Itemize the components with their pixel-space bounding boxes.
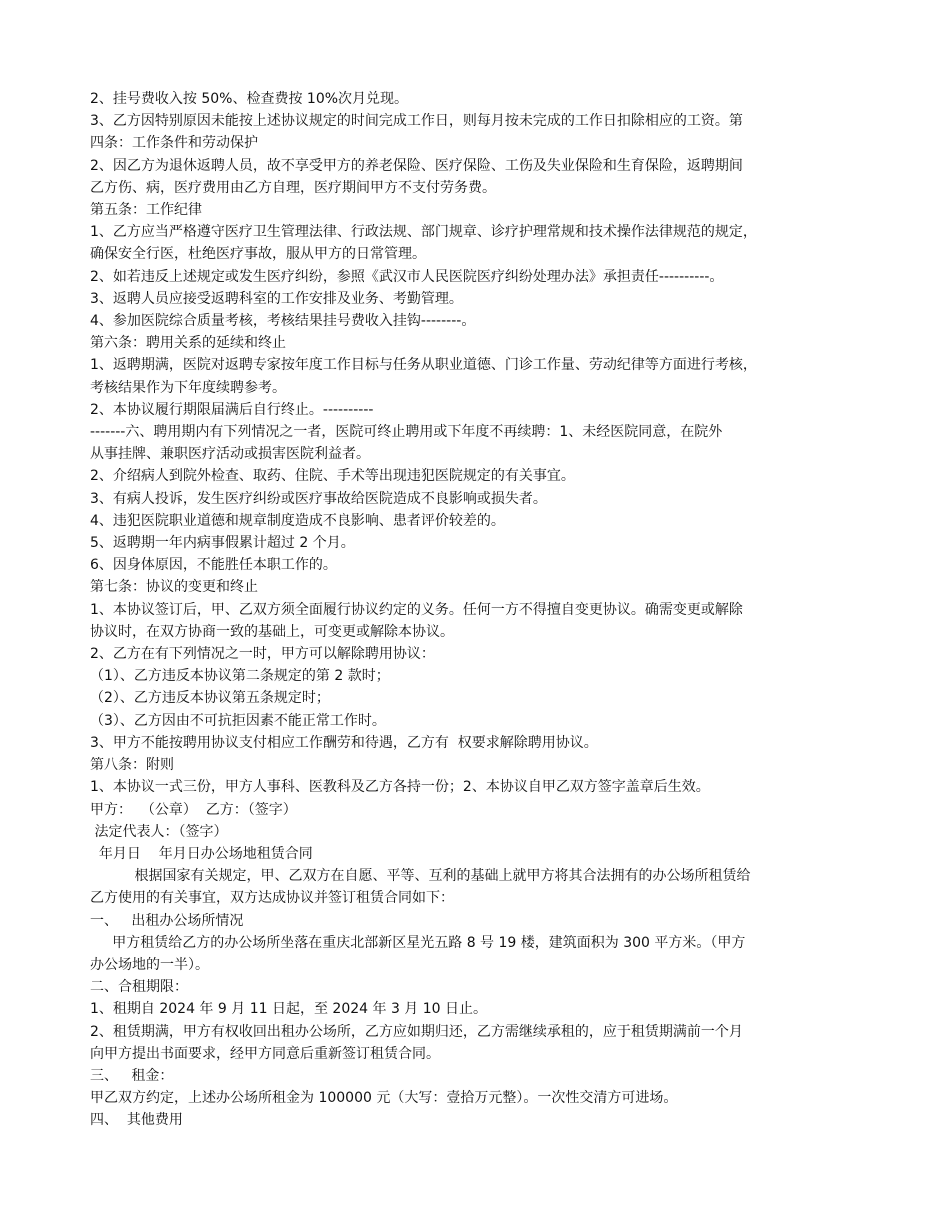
section-heading: 四条：工作条件和劳动保护 (90, 135, 258, 152)
section-heading: 第五条：工作纪律 (90, 202, 202, 219)
text-line: 1、返聘期满，医院对返聘专家按年度工作目标与任务从职业道德、门诊工作量、劳动纪律等方面进行考核， (90, 357, 757, 374)
text-line: 6、因身体原因，不能胜任本职工作的。 (90, 557, 337, 574)
text-line: 1、租期自 2024 年 9 月 11 日起，至 2024 年 3 月 10 日止。 (90, 1001, 488, 1018)
text-line: 2、因乙方为退休返聘人员，故不享受甲方的养老保险、医疗保险、工伤及失业保险和生育保险，返聘期间 (90, 157, 743, 174)
signature-line: 甲方： （公章） 乙方：（签字） (90, 801, 297, 818)
text-line: 2、乙方在有下列情况之一时，甲方可以解除聘用协议： (90, 646, 435, 663)
section-heading: 第八条：附则 (90, 757, 174, 774)
text-line: 3、甲方不能按聘用协议支付相应工作酬劳和待遇，乙方有 权要求解除聘用协议。 (90, 734, 598, 751)
section-heading: 二、合租期限： (90, 979, 188, 996)
text-line: 2、租赁期满，甲方有权收回出租办公场所，乙方应如期归还，乙方需继续承租的，应于租赁期满前一个月 (90, 1023, 743, 1040)
text-line: 1、本协议签订后，甲、乙双方须全面履行协议约定的义务。任何一方不得擅自变更协议。确需变更或解除 (90, 601, 743, 618)
text-line: 2、介绍病人到院外检查、取药、住院、手术等出现违犯医院规定的有关事宜。 (90, 468, 575, 485)
text-line: 从事挂牌、兼职医疗活动或损害医院利益者。 (90, 446, 370, 463)
text-line: 根据国家有关规定，甲、乙双方在自愿、平等、互利的基础上就甲方将其合法拥有的办公场所租赁给 (90, 868, 751, 885)
document-body (90, 88, 865, 1132)
text-line: 3、返聘人员应接受返聘科室的工作安排及业务、考勤管理。 (90, 290, 463, 307)
date-title-line: 年月日 年月日办公场地租赁合同 (90, 845, 313, 862)
text-line: 2、如若违反上述规定或发生医疗纠纷，参照《武汉市人民医院医疗纠纷处理办法》承担责任----------。 (90, 268, 724, 285)
text-line: 5、返聘期一年内病事假累计超过 2 个月。 (90, 535, 355, 552)
text-line: 3、乙方因特别原因未能按上述协议规定的时间完成工作日，则每月按未完成的工作日扣除相应的工资。第 (90, 113, 743, 130)
text-line: （3）、乙方因由不可抗拒因素不能正常工作时。 (90, 712, 386, 729)
text-line: 协议时，在双方协商一致的基础上，可变更或解除本协议。 (90, 623, 454, 640)
section-heading: 第七条：协议的变更和终止 (90, 579, 258, 596)
section-heading: 三、 租金： (90, 1067, 174, 1084)
section-heading: 一、 出租办公场所情况 (90, 912, 244, 929)
text-line: 2、本协议履行期限届满后自行终止。---------- (90, 401, 374, 418)
text-line: 确保安全行医，杜绝医疗事故，服从甲方的日常管理。 (90, 246, 426, 263)
text-line: 甲方租赁给乙方的办公场所坐落在重庆北部新区星光五路 8 号 19 楼，建筑面积为 300 平方米。（甲方 (90, 934, 746, 951)
text-line: 1、本协议一式三份，甲方人事科、医教科及乙方各持一份；2、本协议自甲乙双方签字盖章后生效。 (90, 779, 710, 796)
text-line: （2）、乙方违反本协议第五条规定时； (90, 690, 330, 707)
text-line: -------六、聘用期内有下列情况之一者，医院可终止聘用或下年度不再续聘：1、未经医院同意，在院外 (90, 424, 723, 441)
text-line: 2、挂号费收入按 50%、检查费按 10%次月兑现。 (90, 91, 409, 107)
text-line: 甲乙双方约定，上述办公场所租金为 100000 元（大写：壹拾万元整）。一次性交清方可进场。 (90, 1090, 678, 1107)
text-line: （1）、乙方违反本协议第二条规定的第 2 款时； (90, 668, 390, 685)
text-line: 3、有病人投诉，发生医疗纠纷或医疗事故给医院造成不良影响或损失者。 (90, 490, 547, 507)
section-heading: 第六条：聘用关系的延续和终止 (90, 335, 286, 352)
text-line: 乙方使用的有关事宜，双方达成协议并签订租赁合同如下： (90, 890, 454, 907)
text-line: 乙方伤、病，医疗费用由乙方自理，医疗期间甲方不支付劳务费。 (90, 179, 496, 196)
text-line: 1、乙方应当严格遵守医疗卫生管理法律、行政法规、部门规章、诊疗护理常规和技术操作法律规范的规定， (90, 224, 757, 241)
text-line: 办公场地的一半）。 (90, 956, 209, 973)
text-line: 4、参加医院综合质量考核，考核结果挂号费收入挂钩--------。 (90, 313, 476, 330)
signature-line: 法定代表人：（签字） (90, 823, 228, 840)
text-line: 向甲方提出书面要求，经甲方同意后重新签订租赁合同。 (90, 1045, 440, 1062)
section-heading: 四、 其他费用 (90, 1112, 183, 1129)
text-line: 4、违犯医院职业道德和规章制度造成不良影响、患者评价较差的。 (90, 512, 505, 529)
text-line: 考核结果作为下年度续聘参考。 (90, 379, 286, 396)
